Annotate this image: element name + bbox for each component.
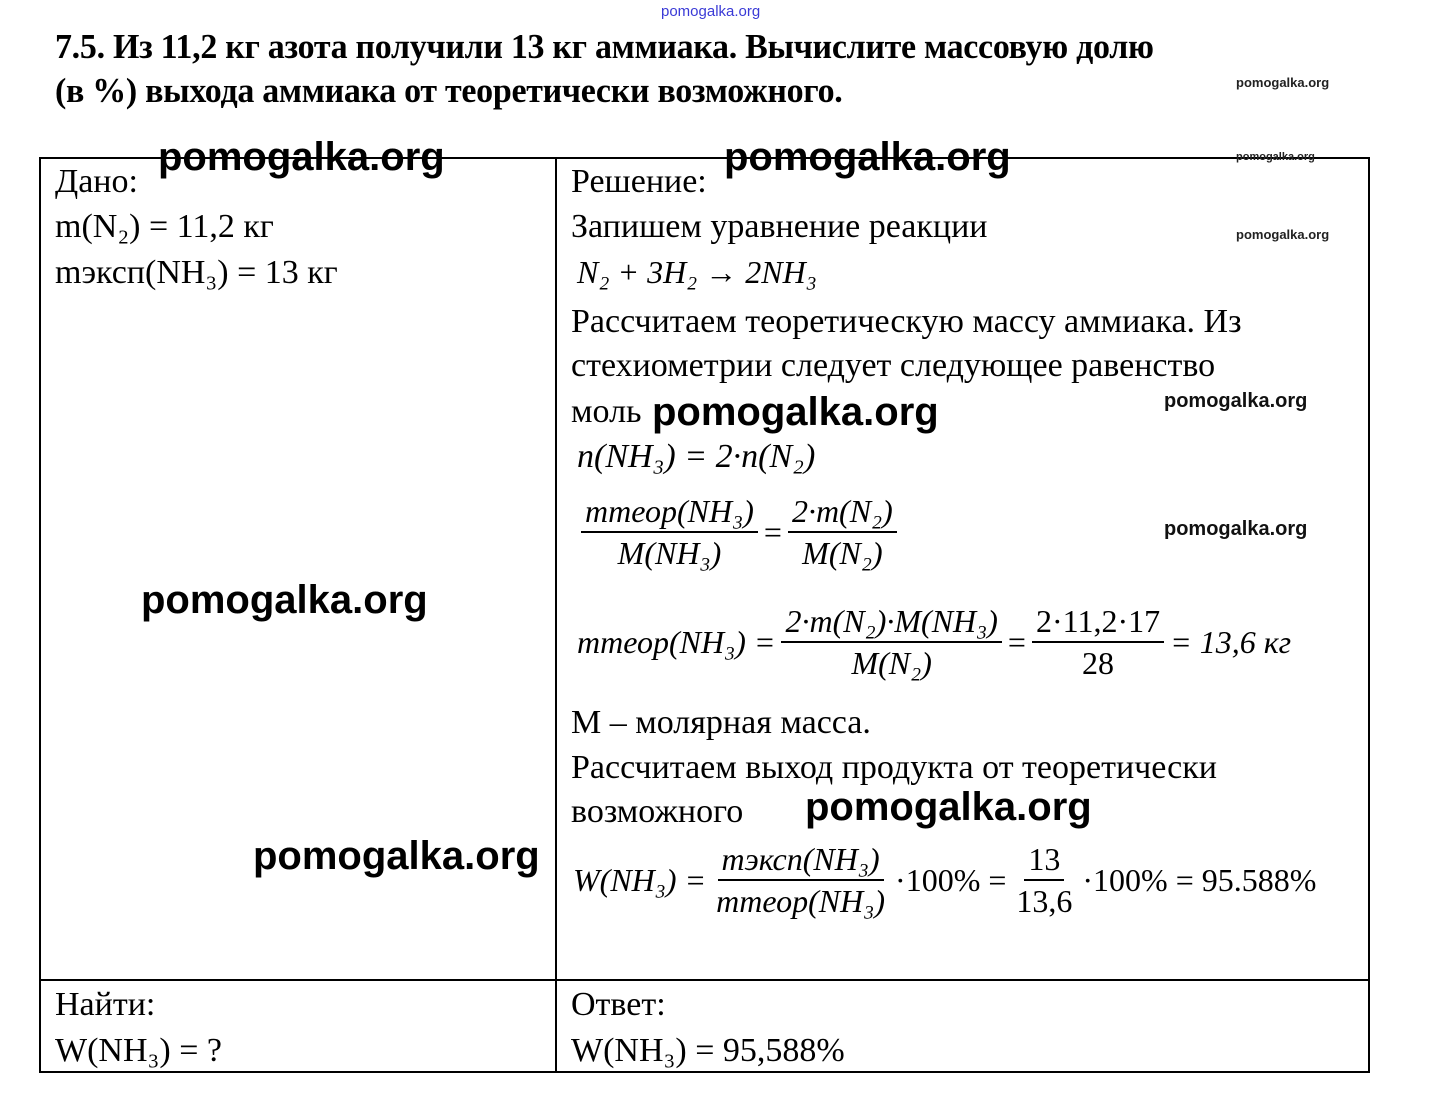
mass-fraction-2 bbox=[1032, 605, 1164, 679]
solution-label: Решение: bbox=[571, 163, 707, 200]
given-label: Дано: bbox=[55, 163, 138, 200]
watermark: pomogalka.org bbox=[652, 390, 939, 434]
equals-sign: = bbox=[1007, 624, 1026, 660]
yield-fraction-1 bbox=[712, 843, 889, 917]
table-border-bottom bbox=[40, 1071, 1370, 1073]
yield-equation bbox=[573, 843, 1316, 917]
watermark: pomogalka.org bbox=[1236, 75, 1330, 90]
molar-mass-note: M – молярная масса. bbox=[571, 704, 871, 741]
mass-result: = 13,6 кг bbox=[1170, 624, 1292, 660]
find-value: W(NH₃) = ? bbox=[55, 1032, 222, 1069]
table-divider-horizontal bbox=[40, 979, 1370, 981]
table-border-right bbox=[1368, 157, 1370, 1073]
ratio-right-fraction bbox=[788, 495, 897, 569]
watermark: pomogalka.org bbox=[1164, 390, 1308, 412]
table-border-left bbox=[39, 157, 41, 1073]
numerator: mэксп(NH₃) bbox=[718, 843, 884, 881]
numerator: 13 bbox=[1024, 843, 1064, 881]
watermark: pomogalka.org bbox=[724, 135, 1011, 179]
reaction-equation: N₂ + 3H₂ → 2NH₃ bbox=[577, 254, 817, 290]
numerator: mтеор(NH₃) bbox=[581, 495, 758, 533]
mass-lhs: mтеор(NH₃) = bbox=[577, 624, 776, 660]
answer-label: Ответ: bbox=[571, 986, 666, 1023]
site-watermark-top: pomogalka.org bbox=[661, 3, 761, 20]
solution-step-2-line-2: стехиометрии следует следующее равенство bbox=[571, 347, 1216, 384]
denominator: M(N₂) bbox=[802, 535, 883, 571]
denominator: M(N₂) bbox=[851, 645, 932, 681]
solution-step-3-line-2: возможного bbox=[571, 793, 744, 830]
solution-step-2-line-3: моль bbox=[571, 393, 642, 430]
numerator: 2·m(N₂)·M(NH₃) bbox=[781, 605, 1001, 643]
solution-step-3-line-1: Рассчитаем выход продукта от теоретически bbox=[571, 749, 1217, 786]
given-line-2: mэксп(NH₃) = 13 кг bbox=[55, 254, 338, 291]
denominator: mтеор(NH₃) bbox=[716, 883, 886, 919]
answer-value: W(NH₃) = 95,588% bbox=[571, 1032, 845, 1069]
ratio-left-fraction bbox=[581, 495, 758, 569]
yield-fraction-2 bbox=[1012, 843, 1076, 917]
watermark: pomogalka.org bbox=[158, 135, 445, 179]
watermark: pomogalka.org bbox=[1236, 151, 1315, 163]
numerator: 2·m(N₂) bbox=[788, 495, 897, 533]
denominator: M(NH₃) bbox=[617, 535, 722, 571]
watermark: pomogalka.org bbox=[253, 834, 540, 878]
yield-result: ·100% = 95.588% bbox=[1082, 862, 1317, 898]
find-label: Найти: bbox=[55, 986, 156, 1023]
equals-sign: = bbox=[763, 514, 782, 550]
mass-fraction-1 bbox=[781, 605, 1001, 679]
solution-step-1: Запишем уравнение реакции bbox=[571, 208, 988, 245]
yield-lhs: W(NH₃) = bbox=[573, 862, 707, 898]
yield-mid: ·100% = bbox=[895, 862, 1007, 898]
problem-line-1: 7.5. Из 11,2 кг азота получили 13 кг аммиака. Вычислите массовую долю bbox=[55, 27, 1154, 66]
solution-step-2-line-1: Рассчитаем теоретическую массу аммиака. Из bbox=[571, 303, 1242, 340]
watermark: pomogalka.org bbox=[805, 785, 1092, 829]
ratio-equation bbox=[575, 495, 903, 569]
denominator: 13,6 bbox=[1016, 883, 1073, 919]
watermark: pomogalka.org bbox=[1164, 518, 1308, 540]
watermark: pomogalka.org bbox=[141, 578, 428, 622]
watermark: pomogalka.org bbox=[1236, 227, 1330, 242]
problem-line-2: (в %) выхода аммиака от теоретически возможного. bbox=[55, 71, 843, 110]
numerator: 2·11,2·17 bbox=[1032, 605, 1164, 643]
given-line-1: m(N₂) = 11,2 кг bbox=[55, 208, 274, 245]
mass-equation bbox=[577, 605, 1291, 679]
moles-equation: n(NH₃) = 2·n(N₂) bbox=[577, 438, 816, 475]
denominator: 28 bbox=[1082, 645, 1115, 681]
table-divider-vertical bbox=[555, 157, 557, 1073]
